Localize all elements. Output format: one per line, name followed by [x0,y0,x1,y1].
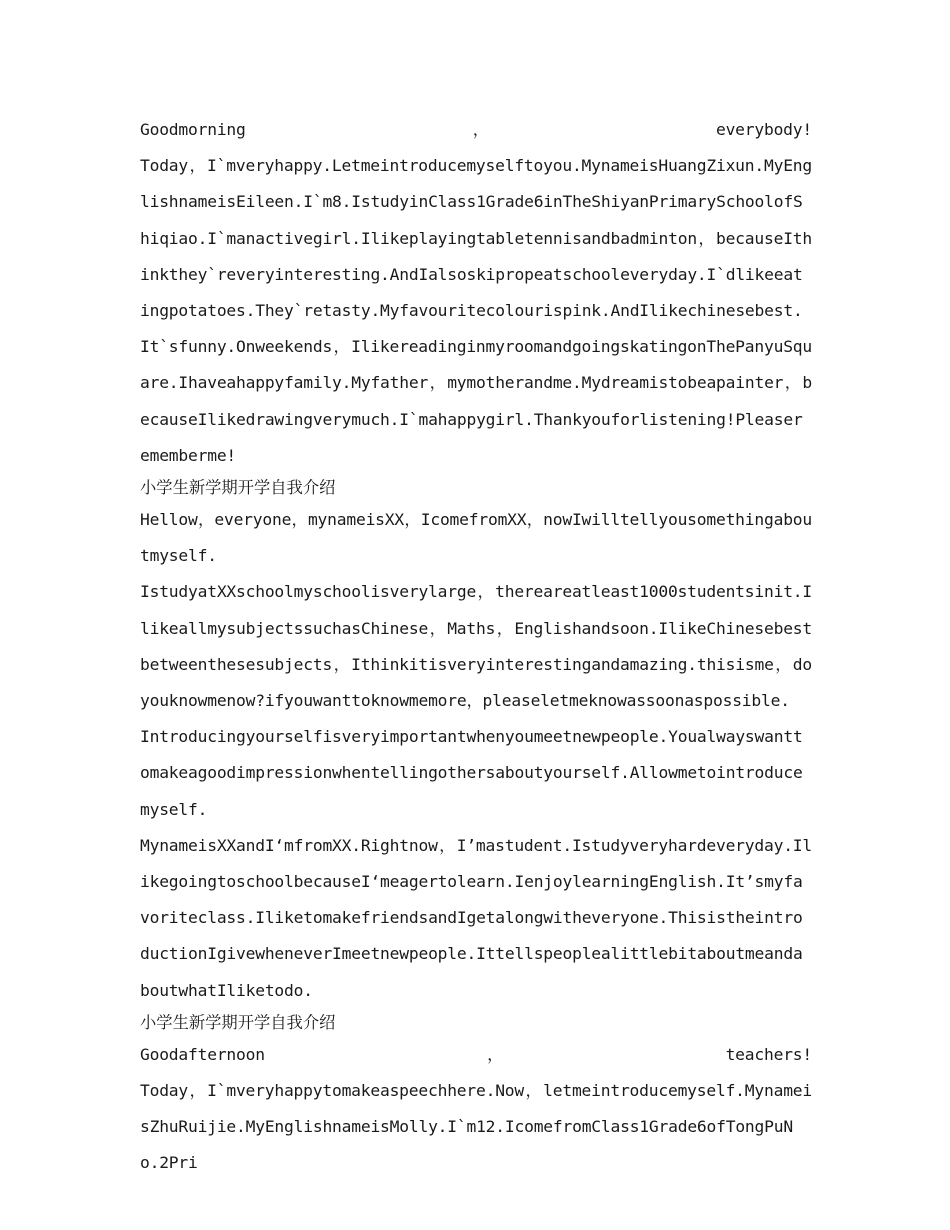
document-page [140,112,812,1182]
section-heading-1: 小学生新学期开学自我介绍 [140,478,336,498]
paragraph-intro-molly: Today，I`mveryhappytomakeaspeechhere.Now，letmeintroducemyself.MynameisZhuRuijie.MyEnglishnameisMolly.I`m12.IcomefromClass1Grade6ofTongPuNo.2Pri [140,1081,812,1173]
section-heading-2: 小学生新学期开学自我介绍 [140,1012,336,1032]
paragraph-school: IstudyatXXschoolmyschoolisverylarge，thereareatleast1000studentsinit.IlikeallmysubjectssuchasChinese，Maths，Englishandsoon.IlikeChinesebestbetweenthesesubjects，Ithinkitisveryinterestingandamazing.thisisme，doyouknowmenow?ifyouwanttoknowmemore，pleaseletmeknowassoonaspossible. [140,582,812,711]
paragraph-introducing: Introducingyourselfisveryimportantwhenyoumeetnewpeople.Youalwayswanttomakeagoodimpressionwhentellingothersaboutyourself.Allowmetointroducemyself. [140,727,803,819]
greeting-left: Goodmorning [140,120,246,139]
paragraph-hellow: Hellow，everyone，mynameisXX，IcomefromXX，nowIwilltellyousomethingaboutmyself. [140,510,812,566]
paragraph-intro-eileen: Today，I`mveryhappy.Letmeintroducemyselftoyou.MynameisHuangZixun.MyEnglishnameisEileen.I`m8.IstudyinClass1Grade6inTheShiyanPrimarySchoolofShiqiao.I`manactivegirl.Ilikeplayingtabletennisandbadminton，becauseIthinkthey`reveryinteresting.AndIalsoskipropeatschooleveryday.I`dlikeeatingpotatoes.They`retasty.Myfavouritecolourispink.AndIlikechinesebest.It`sfunny.Onweekends，IlikereadinginmyroomandgoingskatingonThePanyuSquare.Ihaveahappyfamily.Myfather，mymotherandme.Mydreamistobeapainter，becauseIlikedrawingverymuch.I`mahappygirl.Thankyouforlistening!Pleaserememberme! [140,156,812,465]
greeting-right: teachers! [725,1044,812,1064]
greeting-comma: ， [487,1044,504,1064]
greeting-left: Goodafternoon [140,1044,265,1064]
paragraph-student: MynameisXXandI‘mfromXX.Rightnow，I’mastudent.Istudyveryhardeveryday.IlikegoingtoschoolbecauseI‘meagertolearn.IenjoylearningEnglish.It’smyfavoriteclass.IliketomakefriendsandIgetalongwitheveryone.ThisistheintroductionIgivewheneverImeetnewpeople.IttellspeoplealittlebitaboutmeandaboutwhatIliketodo. [140,835,812,1000]
greeting-line-2 [140,1037,812,1073]
greeting-comma: ， [472,120,489,139]
greeting-line-1 [140,112,812,148]
greeting-right: everybody! [715,120,812,139]
